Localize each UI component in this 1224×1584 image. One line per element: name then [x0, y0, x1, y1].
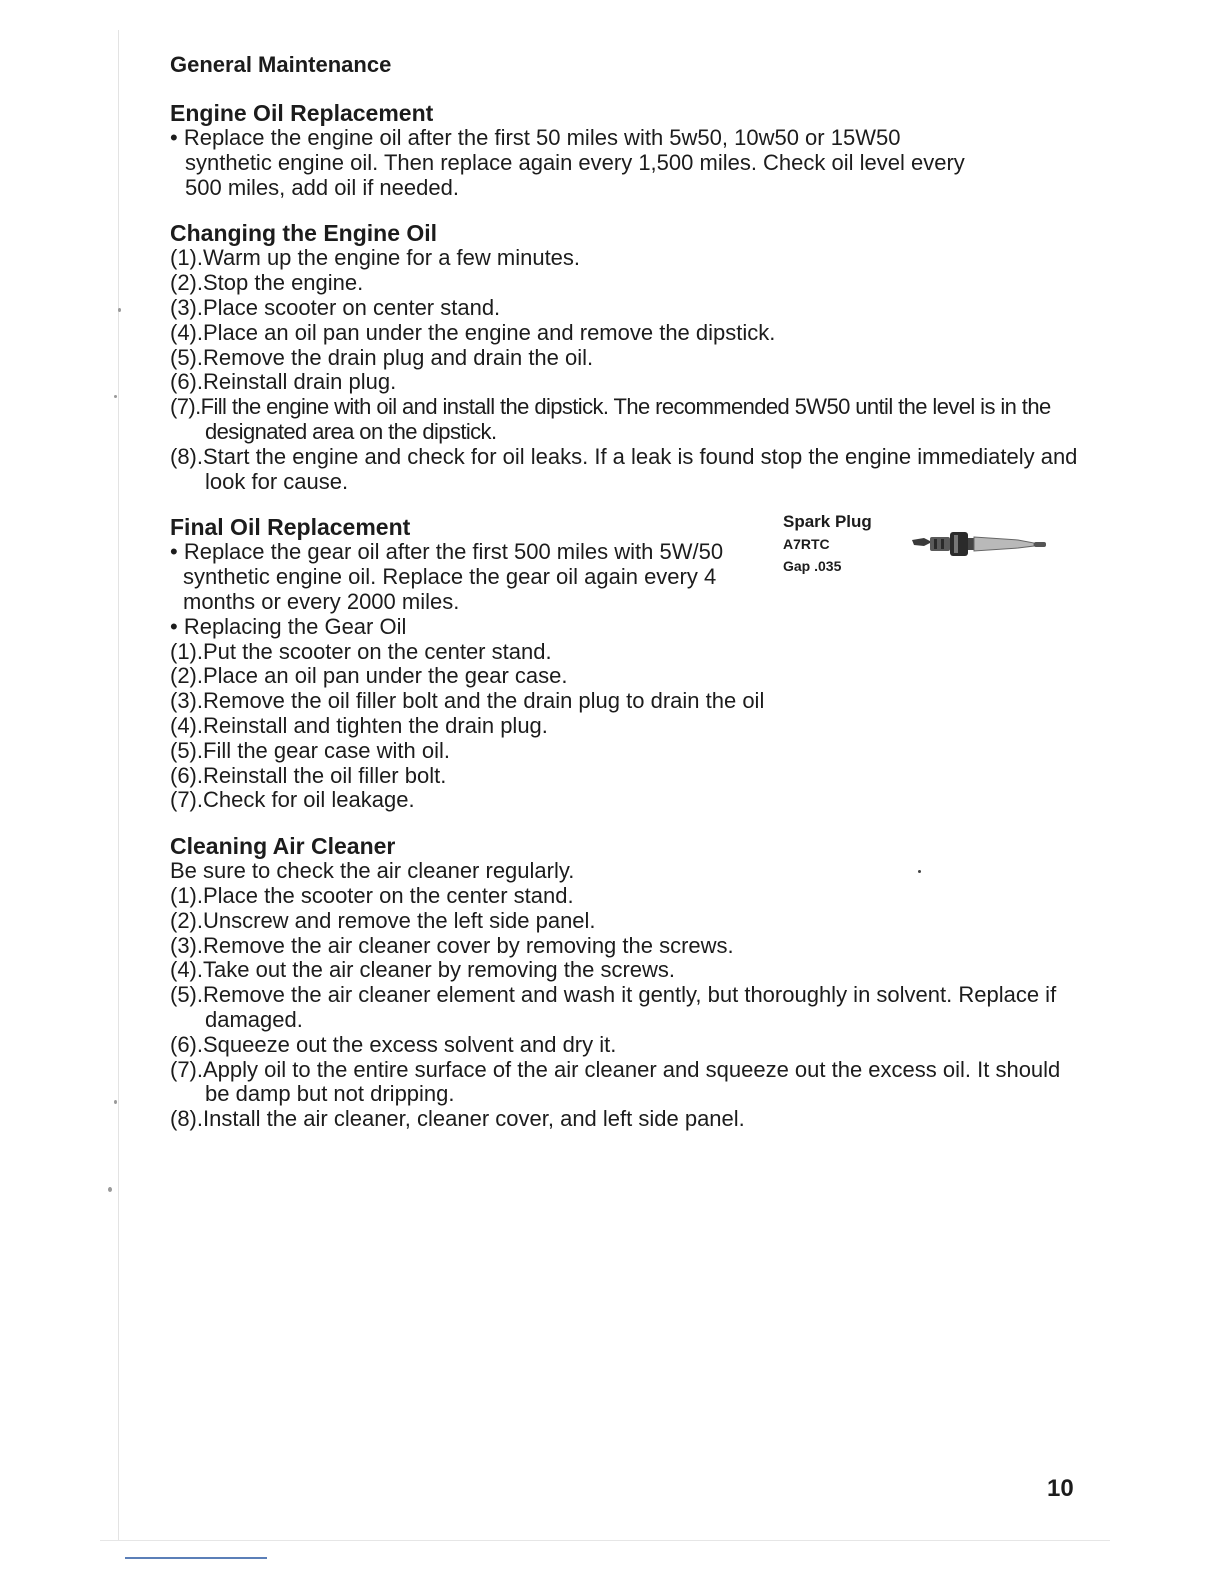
list-item: (8).Start the engine and check for oil leaks. If a leak is found stop the engine immediately and look for cause.: [170, 443, 1078, 494]
bottom-edge-mark: [125, 1557, 267, 1559]
list-item: (4).Take out the air cleaner by removing the screws.: [170, 957, 676, 983]
list-item: (2).Place an oil pan under the gear case.: [170, 663, 568, 689]
spark-plug-gap: Gap .035: [783, 558, 842, 575]
list-item: (1).Put the scooter on the center stand.: [170, 638, 552, 664]
body-line: 500 miles, add oil if needed.: [185, 174, 459, 200]
body-line: Be sure to check the air cleaner regularly.: [170, 858, 575, 884]
body-line: synthetic engine oil. Then replace again every 1,500 miles. Check oil level every: [185, 149, 965, 175]
binding-line: [118, 30, 119, 1540]
body-line: • Replace the gear oil after the first 500 miles with 5W/50: [170, 539, 724, 565]
page-content: [170, 50, 1080, 1152]
final-oil-replacement-section: [170, 514, 1080, 813]
list-item: (7).Check for oil leakage.: [170, 787, 415, 813]
list-item: (3).Remove the air cleaner cover by removing the screws.: [170, 932, 734, 958]
section-title: Final Oil Replacement: [170, 514, 411, 541]
spark-plug-icon: [910, 526, 1050, 562]
engine-oil-replacement-section: [170, 100, 1080, 200]
scan-speck: [108, 1187, 112, 1192]
bottom-edge-line: [100, 1540, 1110, 1541]
list-item: (5).Remove the air cleaner element and wash it gently, but thoroughly in solvent. Replace if damaged.: [170, 982, 1057, 1032]
body-line: • Replace the engine oil after the first 50 miles with 5w50, 10w50 or 15W50: [170, 125, 901, 150]
list-item: (6).Squeeze out the excess solvent and dry it.: [170, 1031, 617, 1057]
page-number: 10: [1047, 1475, 1074, 1502]
section-title: Cleaning Air Cleaner: [170, 833, 396, 860]
body-line: • Replacing the Gear Oil: [170, 613, 407, 639]
section-title: Engine Oil Replacement: [170, 100, 434, 126]
list-item: (5).Fill the gear case with oil.: [170, 737, 450, 763]
list-item: (3).Place scooter on center stand.: [170, 294, 501, 320]
cleaning-air-cleaner-section: [170, 833, 1080, 1132]
list-item: (1).Place the scooter on the center stand.: [170, 882, 574, 908]
list-item: (6).Reinstall drain plug.: [170, 369, 397, 395]
spark-plug-label: Spark Plug: [783, 512, 872, 532]
body-line: months or every 2000 miles.: [183, 588, 460, 614]
spark-plug-model: A7RTC: [783, 536, 830, 553]
list-item: (7).Apply oil to the entire surface of the air cleaner and squeeze out the excess oil. It should be damp but not dripping.: [170, 1056, 1061, 1107]
spark-plug-info: [783, 511, 872, 577]
list-item: (5).Remove the drain plug and drain the oil.: [170, 344, 594, 370]
section-title: Changing the Engine Oil: [170, 220, 438, 247]
scan-speck: [114, 1100, 117, 1104]
body-line: synthetic engine oil. Replace the gear oil again every 4: [183, 564, 717, 590]
scan-speck: [114, 395, 117, 398]
list-item: (4).Place an oil pan under the engine and remove the dipstick.: [170, 319, 776, 345]
list-item: (2).Stop the engine.: [170, 270, 364, 296]
list-item: (2).Unscrew and remove the left side panel.: [170, 907, 596, 933]
list-item: (7).Fill the engine with oil and install the dipstick. The recommended 5W50 until the level is in the designated area on the dipstick.: [170, 394, 1051, 444]
list-item: (3).Remove the oil filler bolt and the drain plug to drain the oil: [170, 688, 765, 714]
page-title: General Maintenance: [170, 52, 392, 77]
changing-engine-oil-section: [170, 220, 1080, 494]
list-item: (8).Install the air cleaner, cleaner cover, and left side panel.: [170, 1106, 745, 1132]
scan-speck: [118, 308, 121, 312]
list-item: (6).Reinstall the oil filler bolt.: [170, 762, 447, 788]
list-item: (4).Reinstall and tighten the drain plug.: [170, 712, 548, 738]
list-item: (1).Warm up the engine for a few minutes.: [170, 245, 581, 271]
